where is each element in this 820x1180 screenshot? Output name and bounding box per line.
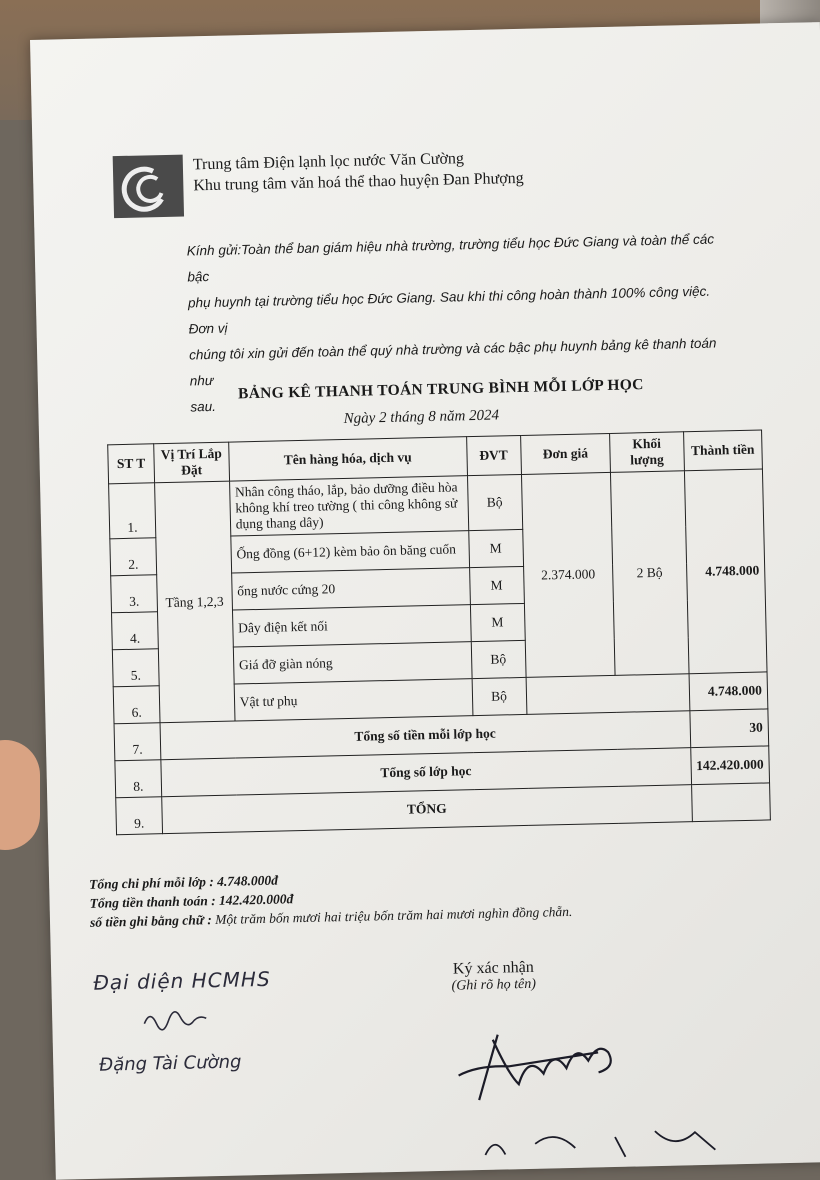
- position-cell: Tầng 1,2,3: [154, 481, 234, 723]
- amount-in-words-label: số tiền ghi bằng chữ :: [89, 912, 212, 930]
- intro-line: chúng tôi xin gửi đến toàn thể quý nhà trường và các bậc phụ huynh bảng kê thanh toán như: [189, 335, 717, 389]
- payment-table: [107, 429, 771, 835]
- row-index: 4.: [112, 612, 159, 650]
- empty-cell: [526, 674, 690, 715]
- payment-summary: [89, 864, 573, 932]
- qty-cell: 2 Bộ: [611, 471, 689, 676]
- summary-value: [691, 783, 770, 822]
- handwritten-rep-name: Đặng Tài Cường: [99, 1051, 242, 1076]
- item-unit: Bộ: [472, 677, 527, 715]
- per-class-cost: Tổng chi phí mỗi lớp : 4.748.000đ: [89, 872, 279, 892]
- item-name: Dây điện kết nối: [232, 605, 471, 647]
- finger: [0, 740, 40, 850]
- item-unit: M: [469, 566, 524, 604]
- header-unit: ĐVT: [466, 435, 521, 475]
- intro-line: phụ huynh tại trường tiểu học Đức Giang. Sau khi thi công hoàn thành 100% công việc. Đơn vị: [187, 283, 711, 337]
- summary-value: 142.420.000: [690, 746, 769, 785]
- org-address: Khu trung tâm văn hoá thể thao huyện Đan Phượng: [193, 169, 524, 195]
- item-unit: Bộ: [467, 474, 522, 530]
- item-unit: Bộ: [471, 640, 526, 678]
- header-name: Tên hàng hóa, dịch vụ: [228, 437, 467, 481]
- item-unit: M: [468, 529, 523, 567]
- org-name: Trung tâm Điện lạnh lọc nước Văn Cường: [192, 150, 465, 174]
- header-total: Thành tiền: [683, 430, 762, 471]
- total-cell: 4.748.000: [684, 469, 767, 674]
- amount-in-words-value: Một trăm bốn mươi hai triệu bốn trăm hai mươi nghìn đồng chẵn.: [211, 903, 573, 928]
- row-index: 6.: [113, 686, 160, 724]
- item-name: ống nước cứng 20: [231, 568, 470, 610]
- handwritten-bottom-mark: [475, 1119, 736, 1165]
- item-name: Giá đỡ giàn nóng: [233, 642, 472, 684]
- signature-mark-left: [140, 1004, 211, 1034]
- handwritten-representative: Đại diện HCMHS: [93, 966, 271, 995]
- summary-label: TỔNG: [162, 785, 692, 834]
- row6-total: 4.748.000: [689, 672, 768, 711]
- row-index: 8.: [115, 760, 162, 798]
- row-index: 9.: [116, 797, 163, 835]
- company-logo: [113, 155, 184, 219]
- intro-line: Kính gửi:Toàn thể ban giám hiệu nhà trường, trường tiểu học Đức Giang và toàn thể các bậc: [186, 231, 715, 285]
- header-position: Vị Trí Lắp Đặt: [154, 442, 230, 483]
- summary-label: Tổng số tiền mỗi lớp học: [160, 711, 690, 760]
- intro-line: sau.: [190, 398, 217, 415]
- row-index: 1.: [109, 483, 156, 539]
- document-title: BẢNG KÊ THANH TOÁN TRUNG BÌNH MỖI LỚP HỌC: [237, 376, 644, 403]
- header-price: Đơn giá: [520, 433, 610, 474]
- row-index: 5.: [112, 649, 159, 687]
- organization-header: [193, 147, 524, 196]
- signature-block: [451, 959, 536, 995]
- item-name: Nhân công tháo, lắp, bảo dưỡng điều hòa không khí treo tường ( thi công không sử dụng thang dây): [229, 476, 468, 536]
- document-page: [30, 22, 820, 1180]
- signature-title: Ký xác nhận: [452, 958, 534, 978]
- summary-value: 30: [689, 709, 768, 748]
- row-index: 7.: [114, 723, 161, 761]
- document-date: Ngày 2 tháng 8 năm 2024: [343, 407, 500, 427]
- item-unit: M: [470, 603, 525, 641]
- summary-label: Tổng số lớp học: [161, 748, 691, 797]
- signature-mark-right: [447, 1012, 629, 1106]
- row-index: 2.: [110, 538, 157, 576]
- total-payment: Tổng tiền thanh toán : 142.420.000đ: [89, 891, 294, 911]
- item-name: Ống đồng (6+12) kèm bảo ôn băng cuốn: [231, 531, 470, 573]
- header-qty: Khối lượng: [610, 432, 684, 473]
- signature-subtitle: (Ghi rõ họ tên): [451, 976, 537, 994]
- item-name: Vật tư phụ: [234, 679, 473, 721]
- header-stt: ST T: [108, 444, 155, 484]
- price-cell: 2.374.000: [521, 472, 615, 677]
- row-index: 3.: [111, 575, 158, 613]
